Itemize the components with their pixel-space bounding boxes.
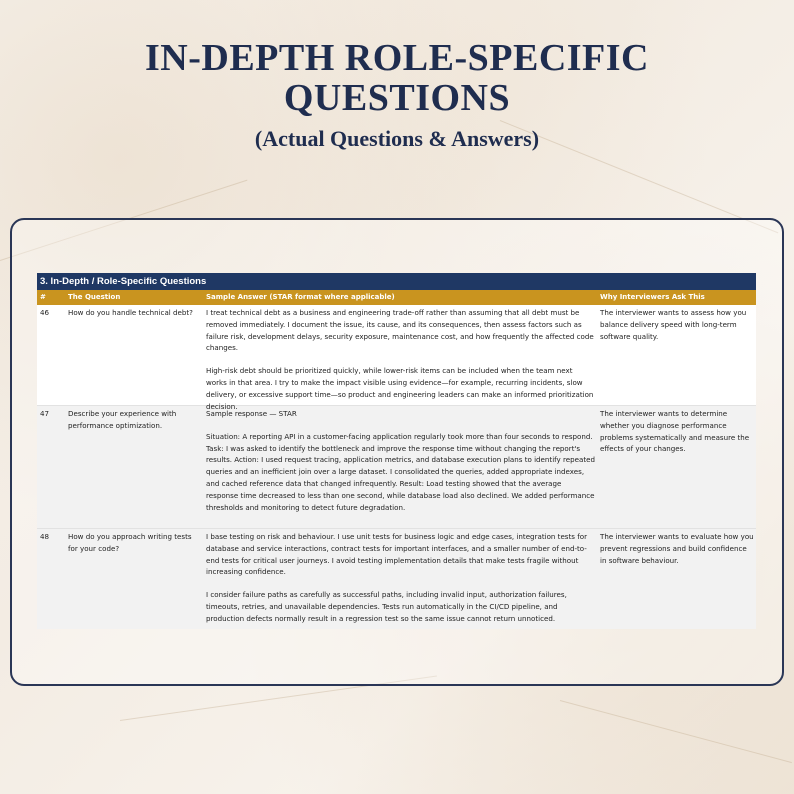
row-number: 46 [40, 308, 50, 317]
row-question: How do you approach writing tests for your code? [68, 532, 192, 553]
col-header-why: Why Interviewers Ask This [600, 293, 705, 301]
col-header-answer: Sample Answer (STAR format where applicable) [206, 293, 395, 301]
title-line-1: IN-DEPTH ROLE-SPECIFIC [145, 37, 649, 79]
row-why: The interviewer wants to determine whether you diagnose performance problems systematically and measure the effects of your changes. [600, 409, 750, 454]
answer-paragraph: I treat technical debt as a business and engineering trade-off rather than assuming that all debt must be removed immediately. I document the issue, its cause, and its consequences, then assess factors such as failure risk, development delays, security exposure, maintenance cost, and how frequently the affected code changes. [206, 308, 594, 353]
row-why: The interviewer wants to assess how you balance delivery speed with long-term software quality. [600, 308, 747, 341]
row-number: 48 [40, 532, 50, 541]
table-row [37, 529, 756, 629]
page-title [0, 38, 794, 118]
answer-paragraph: I base testing on risk and behaviour. I use unit tests for business logic and edge cases, integration tests for database and service interactions, contract tests for important interfaces, and a smaller number of end-to-end tests for critical user journeys. I avoid testing implementation details that make tests fragile without increasing confidence. [206, 532, 587, 577]
marble-vein [560, 700, 792, 763]
answer-paragraph: I consider failure paths as carefully as successful paths, including invalid input, authorization failures, timeouts, retries, and unavailable dependencies. Tests run automatically in the CI/CD pipeline, and production defects normally result in a regression test so the same issue cannot return unnoticed. [206, 590, 567, 623]
section-header: 3. In-Depth / Role-Specific Questions [37, 273, 756, 290]
row-number: 47 [40, 409, 50, 418]
table-row [37, 305, 756, 411]
row-answer [203, 406, 597, 528]
row-answer [203, 305, 597, 411]
answer-paragraph: High-risk debt should be prioritized quickly, while lower-risk items can be included when the team next works in that area. I try to make the impact visible using evidence—for example, recurring incidents, slow delivery, or excessive support time—so product and engineering leaders can make an informed prioritization decision. [206, 366, 594, 411]
answer-paragraph: Sample response — STAR [206, 409, 297, 418]
title-line-2: QUESTIONS [283, 77, 511, 119]
answer-paragraph: Situation: A reporting API in a customer-facing application regularly took more than four seconds to respond. Task: I was asked to identify the bottleneck and improve the response time without changing the report's results. Action: I used request tracing, application metrics, and database execution plans to identify repeated queries and an inefficient join over a large dataset. I consolidated the queries, added appropriate indexes, and cached reference data that changed infrequently. Result: Load testing showed that the average response time decreased to less than one second, while database load also declined. We added performance thresholds and monitoring to detect future degradation. [206, 431, 595, 512]
row-question: How do you handle technical debt? [68, 308, 193, 317]
table-row [37, 406, 756, 529]
col-header-num: # [40, 293, 46, 301]
row-answer [203, 529, 597, 629]
row-question: Describe your experience with performance optimization. [68, 409, 177, 430]
col-header-question: The Question [68, 293, 121, 301]
row-why: The interviewer wants to evaluate how you prevent regressions and build confidence in software behaviour. [600, 532, 754, 565]
column-header-row [37, 290, 756, 305]
spreadsheet-table [37, 273, 756, 629]
page-subtitle: (Actual Questions & Answers) [254, 126, 540, 151]
